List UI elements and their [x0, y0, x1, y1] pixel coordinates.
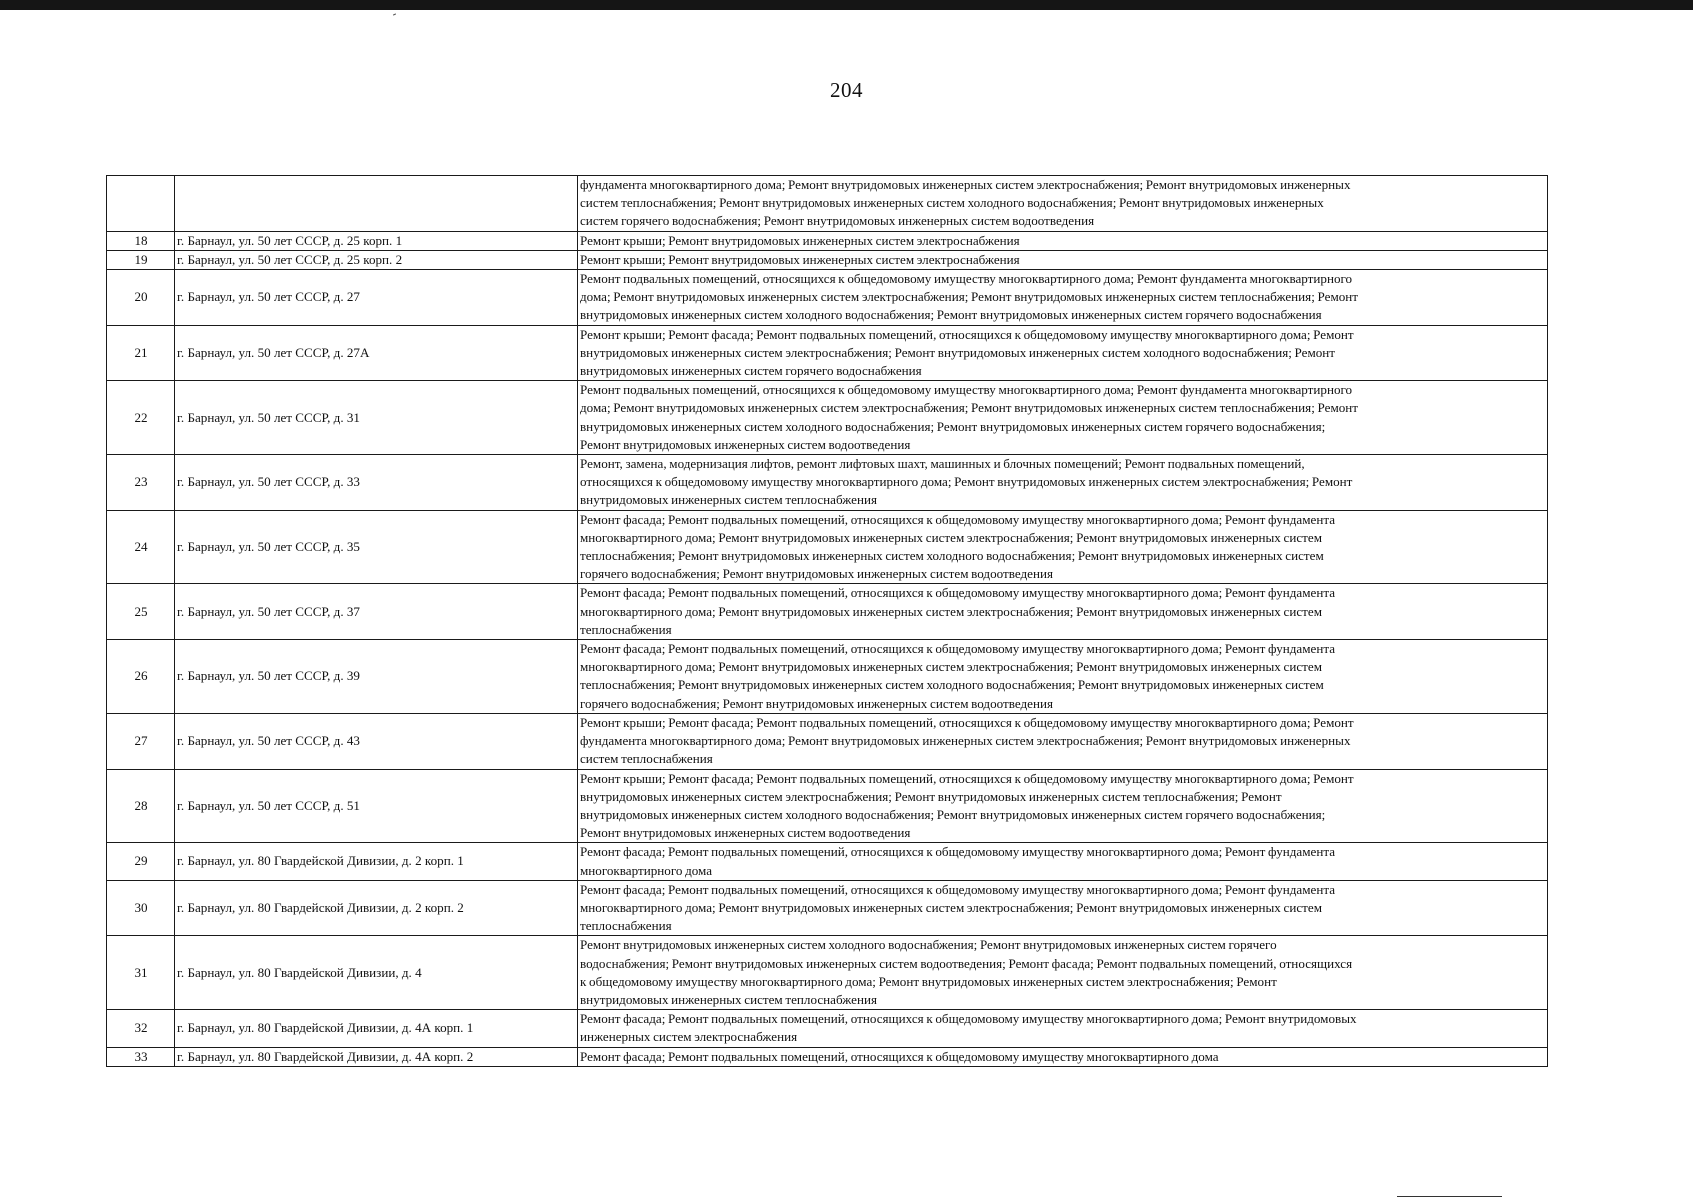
repair-works-line: относящихся к общедомовому имуществу многоквартирного дома; Ремонт внутридомовых инженерных систем электроснабжения; Ремонт: [580, 474, 1353, 490]
row-number: 21: [107, 325, 175, 381]
table-row: [107, 1010, 1548, 1047]
row-number: [107, 176, 175, 232]
building-address: г. Барнаул, ул. 50 лет СССР, д. 27А: [175, 325, 578, 381]
repair-works-line: Ремонт внутридомовых инженерных систем холодного водоснабжения; Ремонт внутридомовых инженерных систем горячего: [580, 937, 1277, 953]
repair-works-line: внутридомовых инженерных систем холодного водоснабжения; Ремонт внутридомовых инженерных систем горячего водоснабжения;: [580, 418, 1326, 434]
row-number: 26: [107, 640, 175, 714]
repair-works-line: Ремонт крыши; Ремонт фасада; Ремонт подвальных помещений, относящихся к общедомовому имуществу многоквартирного дома; Ремонт: [580, 714, 1354, 730]
repair-works-line: внутридомовых инженерных систем теплоснабжения: [580, 991, 878, 1007]
table-row: [107, 880, 1548, 936]
building-address: [175, 176, 578, 232]
building-address: г. Барнаул, ул. 80 Гвардейской Дивизии, д. 2 корп. 2: [175, 880, 578, 936]
repair-works-line: многоквартирного дома; Ремонт внутридомовых инженерных систем электроснабжения; Ремонт внутридомовых инженерных систем: [580, 529, 1322, 545]
repair-works-line: фундамента многоквартирного дома; Ремонт внутридомовых инженерных систем электроснабжения; Ремонт внутридомовых инженерных: [580, 177, 1351, 192]
table-row: [107, 250, 1548, 269]
building-address: г. Барнаул, ул. 50 лет СССР, д. 25 корп. 1: [175, 231, 578, 250]
row-number: 33: [107, 1047, 175, 1066]
table-row: [107, 640, 1548, 714]
row-number: 23: [107, 455, 175, 511]
repair-works-line: Ремонт, замена, модернизация лифтов, ремонт лифтовых шахт, машинных и блочных помещений; Ремонт подвальных помещений,: [580, 456, 1305, 472]
repair-works-line: фундамента многоквартирного дома; Ремонт внутридомовых инженерных систем электроснабжения; Ремонт внутридомовых инженерных: [580, 733, 1351, 749]
table-row: [107, 510, 1548, 584]
repair-works-line: Ремонт фасада; Ремонт подвальных помещений, относящихся к общедомовому имуществу многоквартирного дома; Ремонт фундамента: [580, 641, 1336, 657]
row-number: 24: [107, 510, 175, 584]
repair-works: [578, 584, 1548, 640]
row-number: 31: [107, 936, 175, 1010]
building-address: г. Барнаул, ул. 50 лет СССР, д. 37: [175, 584, 578, 640]
repair-works-line: внутридомовых инженерных систем горячего водоснабжения: [580, 363, 922, 379]
row-number: 20: [107, 270, 175, 326]
row-number: 25: [107, 584, 175, 640]
repair-works-line: систем теплоснабжения: [580, 751, 713, 767]
table-row: [107, 176, 1548, 232]
repair-works-line: дома; Ремонт внутридомовых инженерных систем электроснабжения; Ремонт внутридомовых инженерных систем теплоснабжения; Ремонт: [580, 400, 1359, 416]
repair-works-line: внутридомовых инженерных систем электроснабжения; Ремонт внутридомовых инженерных систем теплоснабжения; Ремонт: [580, 788, 1282, 804]
repair-works-line: Ремонт подвальных помещений, относящихся к общедомовому имуществу многоквартирного дома; Ремонт фундамента многоквартирного: [580, 271, 1353, 287]
table-row: [107, 843, 1548, 880]
repair-works: [578, 455, 1548, 511]
repair-works: [578, 510, 1548, 584]
repair-works-line: внутридомовых инженерных систем холодного водоснабжения; Ремонт внутридомовых инженерных систем горячего водоснабжения;: [580, 806, 1326, 822]
row-number: 29: [107, 843, 175, 880]
repair-works-line: Ремонт фасада; Ремонт подвальных помещений, относящихся к общедомовому имуществу многоквартирного дома; Ремонт фундамента: [580, 585, 1336, 601]
building-address: г. Барнаул, ул. 80 Гвардейской Дивизии, д. 4А корп. 1: [175, 1010, 578, 1047]
table-row: [107, 936, 1548, 1010]
repair-works-line: теплоснабжения: [580, 621, 672, 637]
repair-works-line: Ремонт крыши; Ремонт фасада; Ремонт подвальных помещений, относящихся к общедомовому имуществу многоквартирного дома; Ремонт: [580, 770, 1354, 786]
repair-works-line: Ремонт фасада; Ремонт подвальных помещений, относящихся к общедомовому имуществу многоквартирного дома; Ремонт фундамента: [580, 844, 1336, 860]
repair-works-line: многоквартирного дома; Ремонт внутридомовых инженерных систем электроснабжения; Ремонт внутридомовых инженерных систем: [580, 899, 1322, 915]
table-row: [107, 1047, 1548, 1066]
repair-works-line: Ремонт подвальных помещений, относящихся к общедомовому имуществу многоквартирного дома; Ремонт фундамента многоквартирного: [580, 382, 1353, 398]
repair-works: [578, 843, 1548, 880]
repair-works: [578, 880, 1548, 936]
page-number: 204: [830, 78, 863, 102]
repair-works-line: Ремонт фасада; Ремонт подвальных помещений, относящихся к общедомовому имуществу многоквартирного дома; Ремонт фундамента: [580, 511, 1336, 527]
table-row: [107, 455, 1548, 511]
repair-works-line: Ремонт крыши; Ремонт внутридомовых инженерных систем электроснабжения: [580, 232, 1020, 248]
repair-works-line: внутридомовых инженерных систем холодного водоснабжения; Ремонт внутридомовых инженерных систем горячего водоснабжения: [580, 307, 1322, 323]
building-address: г. Барнаул, ул. 50 лет СССР, д. 31: [175, 381, 578, 455]
table-row: [107, 231, 1548, 250]
repair-works: [578, 1010, 1548, 1047]
table-row: [107, 769, 1548, 843]
building-address: г. Барнаул, ул. 50 лет СССР, д. 27: [175, 270, 578, 326]
building-address: г. Барнаул, ул. 80 Гвардейской Дивизии, д. 4: [175, 936, 578, 1010]
repair-works-line: многоквартирного дома; Ремонт внутридомовых инженерных систем электроснабжения; Ремонт внутридомовых инженерных систем: [580, 659, 1322, 675]
table-row: [107, 713, 1548, 769]
repair-works: [578, 769, 1548, 843]
repair-works-line: дома; Ремонт внутридомовых инженерных систем электроснабжения; Ремонт внутридомовых инженерных систем теплоснабжения; Ремонт: [580, 289, 1359, 305]
repair-works: [578, 381, 1548, 455]
building-address: г. Барнаул, ул. 50 лет СССР, д. 39: [175, 640, 578, 714]
row-number: 27: [107, 713, 175, 769]
building-address: г. Барнаул, ул. 80 Гвардейской Дивизии, д. 4А корп. 2: [175, 1047, 578, 1066]
repair-works-line: внутридомовых инженерных систем теплоснабжения: [580, 492, 878, 508]
footer-rule: [1397, 1196, 1502, 1197]
repair-works-line: теплоснабжения; Ремонт внутридомовых инженерных систем холодного водоснабжения; Ремонт внутридомовых инженерных систем: [580, 677, 1324, 693]
building-address: г. Барнаул, ул. 50 лет СССР, д. 33: [175, 455, 578, 511]
repair-works: [578, 231, 1548, 250]
row-number: 28: [107, 769, 175, 843]
repair-works-line: Ремонт внутридомовых инженерных систем водоотведения: [580, 825, 911, 841]
repair-works-line: многоквартирного дома: [580, 862, 713, 878]
repair-works-line: Ремонт фасада; Ремонт подвальных помещений, относящихся к общедомовому имуществу многоквартирного дома: [580, 1048, 1219, 1064]
scan-top-edge: [0, 0, 1693, 10]
repair-works-line: горячего водоснабжения; Ремонт внутридомовых инженерных систем водоотведения: [580, 695, 1053, 711]
row-number: 18: [107, 231, 175, 250]
scan-mark: [393, 13, 396, 15]
table-row: [107, 381, 1548, 455]
building-address: г. Барнаул, ул. 80 Гвардейской Дивизии, д. 2 корп. 1: [175, 843, 578, 880]
repair-works: [578, 250, 1548, 269]
repair-works: [578, 325, 1548, 381]
repair-works-line: Ремонт крыши; Ремонт внутридомовых инженерных систем электроснабжения: [580, 251, 1020, 267]
repair-works-line: горячего водоснабжения; Ремонт внутридомовых инженерных систем водоотведения: [580, 566, 1053, 582]
row-number: 30: [107, 880, 175, 936]
building-address: г. Барнаул, ул. 50 лет СССР, д. 43: [175, 713, 578, 769]
row-number: 19: [107, 250, 175, 269]
repair-works-line: к общедомовому имуществу многоквартирного дома; Ремонт внутридомовых инженерных систем электроснабжения; Ремонт: [580, 973, 1277, 989]
repair-works-line: внутридомовых инженерных систем электроснабжения; Ремонт внутридомовых инженерных систем холодного водоснабжения; Ремонт: [580, 344, 1336, 360]
repair-works: [578, 176, 1548, 232]
repair-works-line: инженерных систем электроснабжения: [580, 1029, 798, 1045]
repair-works-line: систем горячего водоснабжения; Ремонт внутридомовых инженерных систем водоотведения: [580, 213, 1095, 229]
repair-works-line: теплоснабжения; Ремонт внутридомовых инженерных систем холодного водоснабжения; Ремонт внутридомовых инженерных систем: [580, 548, 1324, 564]
repair-works: [578, 936, 1548, 1010]
repair-works-line: многоквартирного дома; Ремонт внутридомовых инженерных систем электроснабжения; Ремонт внутридомовых инженерных систем: [580, 603, 1322, 619]
repair-works: [578, 1047, 1548, 1066]
table-row: [107, 584, 1548, 640]
repair-works: [578, 640, 1548, 714]
table-row: [107, 325, 1548, 381]
table-row: [107, 270, 1548, 326]
repair-works-line: Ремонт фасада; Ремонт подвальных помещений, относящихся к общедомовому имуществу многоквартирного дома; Ремонт фундамента: [580, 881, 1336, 897]
repair-works-line: систем теплоснабжения; Ремонт внутридомовых инженерных систем холодного водоснабжения; Ремонт внутридомовых инженерных: [580, 195, 1324, 211]
row-number: 32: [107, 1010, 175, 1047]
repair-works-line: водоснабжения; Ремонт внутридомовых инженерных систем водоотведения; Ремонт фасада; Ремонт подвальных помещений, относящихся: [580, 955, 1353, 971]
repair-works-line: Ремонт крыши; Ремонт фасада; Ремонт подвальных помещений, относящихся к общедомовому имуществу многоквартирного дома; Ремонт: [580, 326, 1354, 342]
building-address: г. Барнаул, ул. 50 лет СССР, д. 35: [175, 510, 578, 584]
repair-works-line: Ремонт фасада; Ремонт подвальных помещений, относящихся к общедомовому имуществу многоквартирного дома; Ремонт внутридомовых: [580, 1011, 1357, 1027]
row-number: 22: [107, 381, 175, 455]
table-body: [107, 176, 1548, 1067]
repair-works-line: Ремонт внутридомовых инженерных систем водоотведения: [580, 436, 911, 452]
building-address: г. Барнаул, ул. 50 лет СССР, д. 25 корп. 2: [175, 250, 578, 269]
repair-works: [578, 713, 1548, 769]
buildings-repair-table: [106, 175, 1548, 1067]
repair-works-line: теплоснабжения: [580, 918, 672, 934]
repair-works: [578, 270, 1548, 326]
building-address: г. Барнаул, ул. 50 лет СССР, д. 51: [175, 769, 578, 843]
